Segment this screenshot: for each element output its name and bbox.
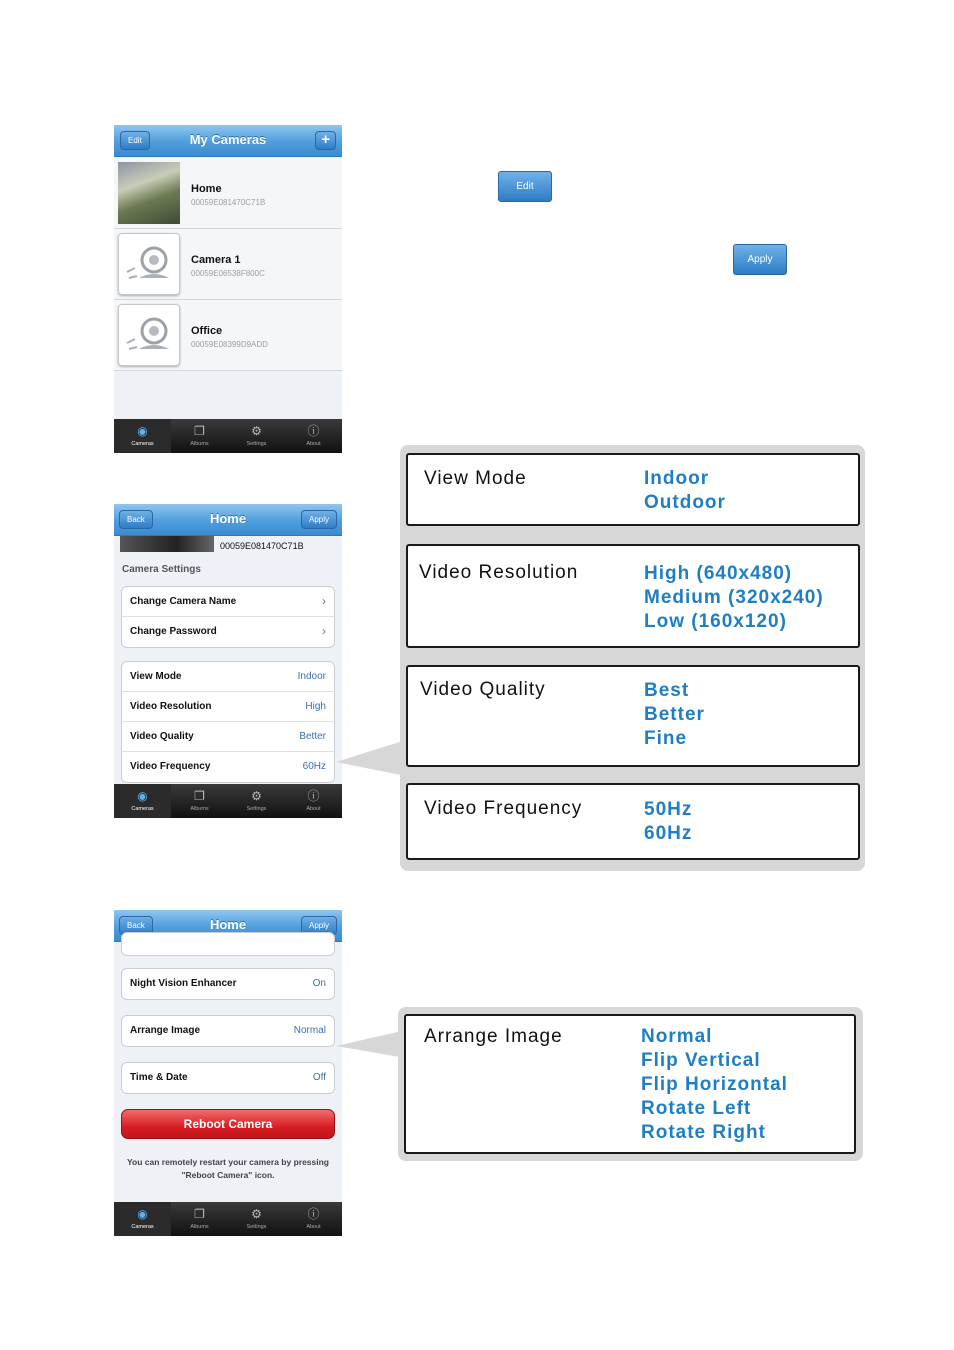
info-icon: ⓘ bbox=[307, 1207, 320, 1221]
tab-about[interactable] bbox=[285, 419, 342, 453]
option-value: Normal bbox=[641, 1026, 713, 1047]
page-title: Home bbox=[209, 917, 247, 932]
row-label: Change Camera Name bbox=[130, 596, 237, 607]
option-values bbox=[644, 467, 726, 515]
option-value: Flip Vertical bbox=[641, 1050, 761, 1071]
time-date-group bbox=[121, 1062, 335, 1094]
row-label: Night Vision Enhancer bbox=[130, 978, 237, 989]
gear-icon: ⚙ bbox=[251, 1207, 262, 1221]
night-vision-row[interactable] bbox=[122, 969, 334, 999]
option-value: Better bbox=[644, 704, 705, 725]
option-value: Indoor bbox=[644, 468, 710, 489]
row-value: 60Hz bbox=[302, 761, 326, 772]
info-icon: ⓘ bbox=[307, 424, 320, 438]
tab-albums[interactable] bbox=[171, 419, 228, 453]
option-value: Low (160x120) bbox=[644, 611, 787, 632]
camera-preview bbox=[120, 536, 214, 552]
option-values bbox=[644, 798, 692, 846]
time-date-row[interactable] bbox=[122, 1063, 334, 1093]
camera-list-item[interactable] bbox=[114, 229, 342, 300]
camera-id: 00059E081470C71B bbox=[191, 198, 266, 207]
page-title: Home bbox=[209, 511, 247, 526]
tab-bar bbox=[114, 419, 342, 453]
tab-label: Cameras bbox=[131, 441, 154, 447]
option-value: 60Hz bbox=[644, 823, 693, 844]
my-cameras-screen bbox=[114, 125, 342, 453]
apply-button[interactable]: Apply bbox=[301, 916, 337, 935]
account-group bbox=[121, 586, 335, 648]
option-value: Medium (320x240) bbox=[644, 587, 824, 608]
reboot-camera-button[interactable]: Reboot Camera bbox=[121, 1109, 335, 1139]
camera-list-item[interactable] bbox=[114, 158, 342, 229]
camera-settings-screen bbox=[114, 504, 342, 818]
video-frequency-options-box bbox=[406, 783, 860, 860]
camera-placeholder-icon bbox=[118, 304, 180, 366]
option-value: Rotate Left bbox=[641, 1098, 752, 1119]
arrange-image-row[interactable] bbox=[122, 1016, 334, 1046]
callout-connector bbox=[336, 1030, 406, 1058]
reboot-note: You can remotely restart your camera by pressing "Reboot Camera" icon. bbox=[126, 1157, 330, 1180]
camera-name: Home bbox=[191, 183, 222, 195]
tab-bar bbox=[114, 1202, 342, 1236]
camera-thumbnail bbox=[118, 162, 180, 224]
change-camera-name-row[interactable] bbox=[122, 587, 334, 617]
row-label: Video Resolution bbox=[130, 701, 212, 712]
night-vision-group bbox=[121, 968, 335, 1000]
video-settings-group bbox=[121, 661, 335, 783]
video-options-callout bbox=[400, 445, 865, 871]
camera-name: Camera 1 bbox=[191, 254, 241, 266]
chevron-right-icon: › bbox=[322, 594, 326, 608]
gear-icon: ⚙ bbox=[251, 424, 262, 438]
option-label: Video Resolution bbox=[419, 562, 579, 583]
tab-settings[interactable] bbox=[228, 1202, 285, 1236]
tab-label: Albums bbox=[190, 1224, 209, 1230]
tab-cameras[interactable] bbox=[114, 419, 171, 453]
edit-button[interactable]: Edit bbox=[120, 131, 150, 150]
tab-bar bbox=[114, 784, 342, 818]
chevron-right-icon: › bbox=[322, 624, 326, 638]
tab-about[interactable] bbox=[285, 784, 342, 818]
albums-icon: ❐ bbox=[194, 424, 205, 438]
camera-icon: ◉ bbox=[137, 789, 148, 803]
row-label: Video Frequency bbox=[130, 761, 211, 772]
camera-list-item[interactable] bbox=[114, 300, 342, 371]
page-title: My Cameras bbox=[189, 132, 267, 147]
row-value: Better bbox=[299, 731, 326, 742]
tab-label: Cameras bbox=[131, 1224, 154, 1230]
row-value: Off bbox=[312, 1072, 326, 1083]
option-values bbox=[641, 1025, 788, 1145]
tab-label: Settings bbox=[246, 1224, 267, 1230]
arrange-image-group bbox=[121, 1015, 335, 1047]
tab-albums[interactable] bbox=[171, 1202, 228, 1236]
camera-icon: ◉ bbox=[137, 1207, 148, 1221]
option-values bbox=[644, 562, 824, 634]
albums-icon: ❐ bbox=[194, 789, 205, 803]
tab-settings[interactable] bbox=[228, 419, 285, 453]
arrange-image-callout bbox=[398, 1007, 863, 1161]
callout-connector bbox=[336, 740, 406, 776]
video-resolution-options-box bbox=[406, 544, 860, 648]
arrange-image-options-box bbox=[404, 1014, 856, 1154]
tab-cameras[interactable] bbox=[114, 784, 171, 818]
row-value: High bbox=[305, 701, 326, 712]
camera-icon: ◉ bbox=[137, 424, 148, 438]
video-quality-options-box bbox=[406, 665, 860, 767]
view-mode-options-box bbox=[406, 453, 860, 526]
apply-button-example[interactable]: Apply bbox=[733, 244, 787, 275]
camera-id: 00059E08399D9ADD bbox=[191, 340, 268, 349]
option-value: Outdoor bbox=[644, 492, 726, 513]
view-mode-row[interactable] bbox=[122, 662, 334, 692]
tab-label: About bbox=[306, 806, 321, 812]
video-resolution-row[interactable] bbox=[122, 692, 334, 722]
option-label: Arrange Image bbox=[424, 1026, 563, 1047]
row-value: On bbox=[312, 978, 326, 989]
tab-label: About bbox=[306, 1224, 321, 1230]
option-value: Flip Horizontal bbox=[641, 1074, 788, 1095]
row-value: Normal bbox=[293, 1025, 326, 1036]
tab-about[interactable] bbox=[285, 1202, 342, 1236]
apply-button[interactable]: Apply bbox=[301, 510, 337, 529]
tab-label: Settings bbox=[246, 441, 267, 447]
option-value: Rotate Right bbox=[641, 1122, 766, 1143]
option-label: Video Frequency bbox=[424, 798, 583, 819]
gear-icon: ⚙ bbox=[251, 789, 262, 803]
camera-placeholder-icon bbox=[118, 233, 180, 295]
navbar bbox=[114, 125, 342, 157]
tab-settings[interactable] bbox=[228, 784, 285, 818]
tab-cameras[interactable] bbox=[114, 1202, 171, 1236]
change-password-row[interactable] bbox=[122, 617, 334, 647]
back-button[interactable]: Back bbox=[119, 916, 153, 935]
back-button[interactable]: Back bbox=[119, 510, 153, 529]
camera-settings-screen-scrolled bbox=[114, 910, 342, 1236]
row-label: Video Quality bbox=[130, 731, 194, 742]
camera-id: 00059E081470C71B bbox=[220, 541, 304, 551]
camera-id: 00059E06538F800C bbox=[191, 269, 265, 278]
option-value: High (640x480) bbox=[644, 563, 793, 584]
section-label: Camera Settings bbox=[122, 564, 201, 575]
video-quality-row[interactable] bbox=[122, 722, 334, 752]
option-label: Video Quality bbox=[420, 679, 546, 700]
option-value: Fine bbox=[644, 728, 688, 749]
row-value: Indoor bbox=[297, 671, 326, 682]
option-label: View Mode bbox=[424, 468, 527, 489]
tab-label: Settings bbox=[246, 806, 267, 812]
tab-label: Cameras bbox=[131, 806, 154, 812]
option-value: 50Hz bbox=[644, 799, 693, 820]
tab-label: Albums bbox=[190, 441, 209, 447]
partial-group bbox=[121, 932, 335, 956]
row-label: Arrange Image bbox=[130, 1025, 201, 1036]
navbar bbox=[114, 504, 342, 536]
edit-button-example[interactable]: Edit bbox=[498, 171, 552, 202]
tab-albums[interactable] bbox=[171, 784, 228, 818]
row-label: Change Password bbox=[130, 626, 217, 637]
option-value: Best bbox=[644, 680, 690, 701]
info-icon: ⓘ bbox=[307, 789, 320, 803]
tab-label: About bbox=[306, 441, 321, 447]
row-label: View Mode bbox=[130, 671, 182, 682]
camera-name: Office bbox=[191, 325, 223, 337]
video-frequency-row[interactable] bbox=[122, 752, 334, 782]
add-camera-button[interactable]: + bbox=[315, 131, 336, 150]
tab-label: Albums bbox=[190, 806, 209, 812]
row-label: Time & Date bbox=[130, 1072, 188, 1083]
option-values bbox=[644, 679, 705, 751]
albums-icon: ❐ bbox=[194, 1207, 205, 1221]
